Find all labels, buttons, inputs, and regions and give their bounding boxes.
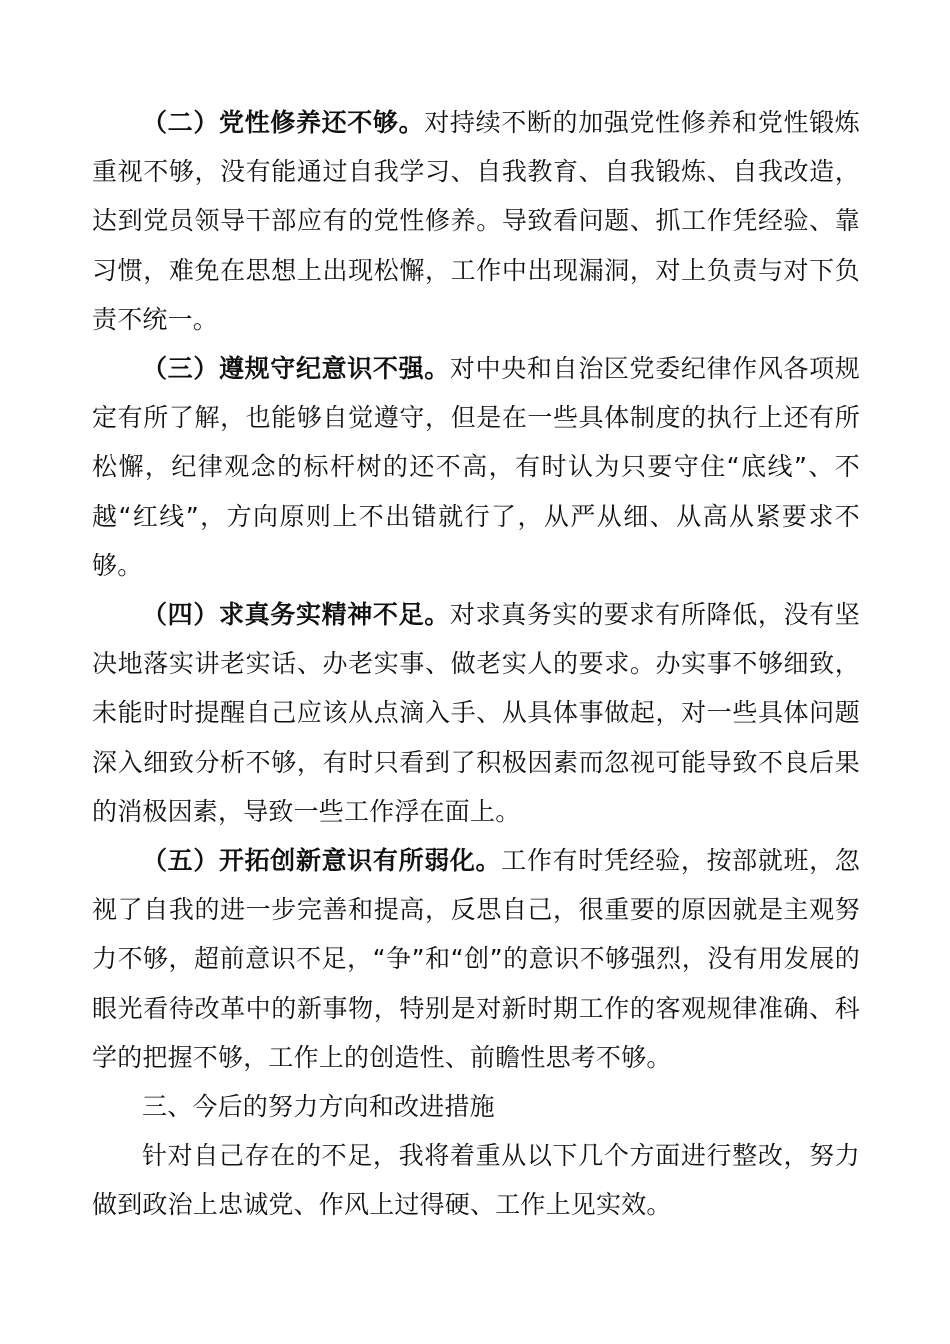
paragraph-heading: （三）遵规守纪意识不强。 (142, 354, 450, 384)
paragraph-text: 对持续不断的加强党性修养和党性锻炼重视不够，没有能通过自我学习、自我教育、自我锻炼、自我改造，达到党员领导干部应有的党性修养。导致看问题、抓工作凭经验、靠习惯，难免在思想上出现松懈，工作中出现漏洞，对上负责与对下负责不统一。 (92, 108, 860, 334)
paragraph-party-spirit (92, 98, 860, 344)
paragraph-text: 工作有时凭经验，按部就班，忽视了自我的进一步完善和提高，反思自己，很重要的原因就是主观努力不够，超前意识不足，“争”和“创”的意识不够强烈，没有用发展的眼光看待改革中的新事物，特别是对新时期工作的客观规律准确、科学的把握不够，工作上的创造性、前瞻性思考不够。 (92, 846, 860, 1072)
document-body (92, 98, 860, 1230)
paragraph-heading: （四）求真务实精神不足。 (142, 600, 450, 630)
paragraph-discipline (92, 344, 860, 590)
paragraph-heading: （二）党性修养还不够。 (142, 108, 425, 137)
closing-paragraph: 针对自己存在的不足，我将着重从以下几个方面进行整改，努力做到政治上忠诚党、作风上过得硬、工作上见实效。 (92, 1141, 860, 1220)
paragraph-innovation (92, 836, 860, 1082)
paragraph-text: 对求真务实的要求有所降低，没有坚决地落实讲老实话、办老实事、做老实人的要求。办实事不够细致，未能时时提醒自己应该从点滴入手、从具体事做起，对一些具体问题深入细致分析不够，有时只看到了积极因素而忽视可能导致不良后果的消极因素，导致一些工作浮在面上。 (92, 600, 861, 826)
section-title: 三、今后的努力方向和改进措施 (142, 1092, 495, 1122)
paragraph-pragmatism (92, 590, 860, 836)
paragraph-heading: （五）开拓创新意识有所弱化。 (142, 846, 502, 876)
paragraph-text: 对中央和自治区党委纪律作风各项规定有所了解，也能够自觉遵守，但是在一些具体制度的执行上还有所松懈，纪律观念的标杆树的还不高，有时认为只要守住“底线”、不越“红线”，方向原则上不出错就行了，从严从细、从高从紧要求不够。 (92, 354, 861, 580)
